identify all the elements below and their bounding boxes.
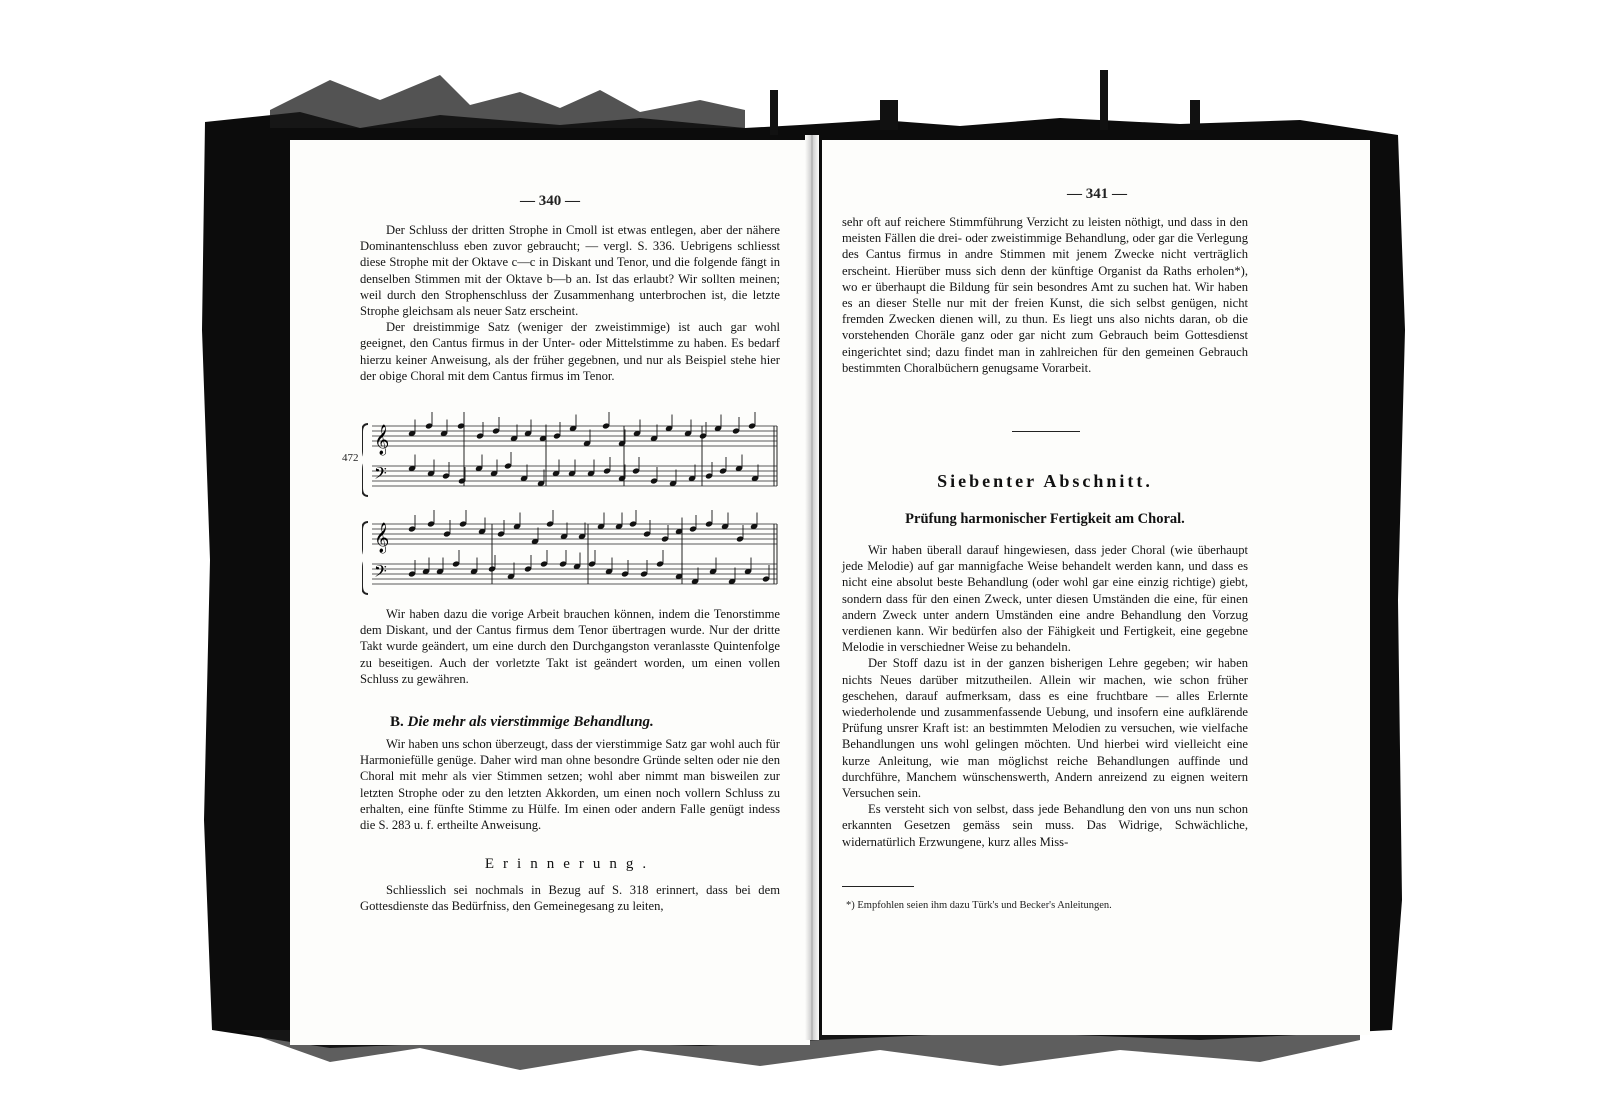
paragraph: Wir haben dazu die vorige Arbeit brauchen können, indem die Tenorstimme dem Diskant, und der Cantus firmus dem Tenor übertragen wurde. Nur der dritte Takt wurde geändert, um eine durch den Durchgangston veranlasste Quintenfolge zu beseitigen. Auch der vorletzte Takt ist geändert worden, um einen vollen Schluss zu gewähren. bbox=[360, 607, 780, 686]
right-body bbox=[842, 542, 1248, 850]
section-title: Siebenter Abschnitt. bbox=[937, 471, 1153, 491]
erinnerung-body bbox=[360, 882, 780, 914]
paragraph: Schliesslich sei nochmals in Bezug auf S. 318 erinnert, dass bei dem Gottesdienste das Bedürfniss, den Gemeinegesang zu leiten, bbox=[360, 883, 780, 914]
bass-clef: 𝄢 bbox=[374, 561, 387, 585]
paragraph: sehr oft auf reichere Stimmführung Verzicht zu leisten nöthigt, und dass in den meisten Fällen die drei- oder zweistimmige Behandlung, oder gar die Verlegung des Cantus firmus in andre Stimmen mit jenem Zwecke nicht verträglich erscheint. Hierüber muss sich denn der künftige Organist da Raths erholen*), wo er überhaupt die Bildung für sein besondres Amt zu suchen hat. Wir haben es an dieser Stelle nur mit der freien Kunst, die sich selbst genügen, nicht fremden Zwecken dienen will, zu thun. Es liegt uns also nichts daran, ob die vorstehenden Choräle ganz oder gar nicht zum Gebrauch beim Gottesdienst eingerichtet sind; dazu findet man in zahlreichen für den gemeinen Gebrauch bestimmten Choralbüchern genugsame Vorarbeit. bbox=[842, 215, 1248, 375]
section-divider bbox=[1012, 431, 1080, 432]
paragraph: Es versteht sich von selbst, dass jede Behandlung den von uns nun schon erkannten Gesetzen gemäss sein muss. Das Widrige, Schwächliche, widernatürlich Erzwungene, kurz alles Miss- bbox=[842, 802, 1248, 849]
paragraph: Der Stoff dazu ist in der ganzen bisherigen Lehre gegeben; wir haben nichts Neues darüber mitzutheilen. Allein wir machen, wie schon früher geschehen, darauf aufmerksam, dass es eine fruchtbare — alles Erlernte wiederholende und zusammenfassende Uebung, und insofern eine aufklärende Prüfung unsrer Kraft ist: an bestimmten Melodien zu versuchen, wie vielfache Behandlungen uns wohl gelingen möchten. Und hierbei wird vielleicht eine kurze Anleitung, wie man möglichst reiche Behandlungen auffinde und durchführe, Manchem wünschenswerth, Andern anreizend zu eignen weitern Versuchen sein. bbox=[842, 656, 1248, 801]
page-number-left: — 340 — bbox=[520, 193, 580, 209]
left-page bbox=[290, 140, 810, 1045]
bass-clef: 𝄢 bbox=[374, 463, 387, 487]
treble-clef: 𝄞 bbox=[374, 425, 390, 455]
paragraph: Wir haben überall darauf hingewiesen, dass jeder Choral (wie überhaupt jede Melodie) auf gar mannigfache Weise behandelt werden kann, und dass es nicht eine absolut beste Behandlung (oder wohl gar eine einzig richtige) giebt, sondern dass für den einen Zweck, unter diesen Umständen die eine, für einen andern Zweck unter andern Umständen eine andre Behandlung den Vorzug verdienen kann. Wir bedürfen also der Fähigkeit und Fertigkeit, eine gegebne Melodie in verschiedner Weise zu behandeln. bbox=[842, 543, 1248, 655]
section-b-title: Die mehr als vierstimmige Behandlung. bbox=[407, 714, 654, 730]
system-brace bbox=[362, 424, 368, 496]
left-after-example bbox=[360, 606, 780, 687]
section-b-body bbox=[360, 736, 780, 833]
paragraph: Der Schluss der dritten Strophe in Cmoll ist etwas entlegen, aber der nähere Dominantenschluss eben zuvor gebraucht; — vergl. S. 336. Uebrigens schliesst diese Strophe mit der Oktave c—c in Diskant und Tenor, und die folgende fängt in denselben Stimmen mit der Oktave b—b an. Ist das erlaubt? Wir sollten meinen; weil durch den Strophenschluss der Zusammenhang unterbrochen ist, die letzte Strophe gleichsam als neuer Satz erscheint. bbox=[360, 223, 780, 319]
right-continuation bbox=[842, 214, 1248, 376]
example-number: 472 bbox=[342, 452, 359, 464]
book-gutter bbox=[805, 135, 819, 1040]
left-intro-text bbox=[360, 222, 780, 384]
paragraph: Wir haben uns schon überzeugt, dass der vierstimmige Satz gar wohl auch für Harmoniefülle genüge. Daher wird man ohne besondre Gründe selten oder nie den Choral mit mehr als vier Stimmen setzen; wohl aber nimmt man bisweilen zur letzten Strophe oder zu den letzten Akkorden, um einen noch vollern Schluss zu erhalten, eine fünfte Stimme zu Hülfe. Im einen oder andern Falle genügt indess die S. 283 u. f. ertheilte Anweisung. bbox=[360, 737, 780, 833]
treble-clef: 𝄞 bbox=[374, 523, 390, 553]
footnote-rule bbox=[842, 886, 914, 887]
music-example-472 bbox=[362, 412, 784, 604]
system-brace bbox=[362, 522, 368, 594]
erinnerung-heading: Erinnerung. bbox=[484, 856, 656, 872]
footnote: *) Empfohlen seien ihm dazu Türk's und Becker's Anleitungen. bbox=[846, 900, 1112, 911]
section-b-heading bbox=[390, 714, 654, 731]
page-number-right: — 341 — bbox=[1067, 186, 1127, 202]
section-subtitle: Prüfung harmonischer Fertigkeit am Choral. bbox=[905, 511, 1185, 527]
paragraph: Der dreistimmige Satz (weniger der zweistimmige) ist auch gar wohl geeignet, den Cantus firmus in der Unter- oder Mittelstimme zu haben. Es bedarf hierzu keiner Anweisung, als der früher gegebnen, und nur als Beispiel stehe hier der obige Choral mit dem Cantus firmus im Tenor. bbox=[360, 320, 780, 383]
right-page bbox=[822, 140, 1370, 1035]
section-b-letter: B. bbox=[390, 714, 404, 730]
